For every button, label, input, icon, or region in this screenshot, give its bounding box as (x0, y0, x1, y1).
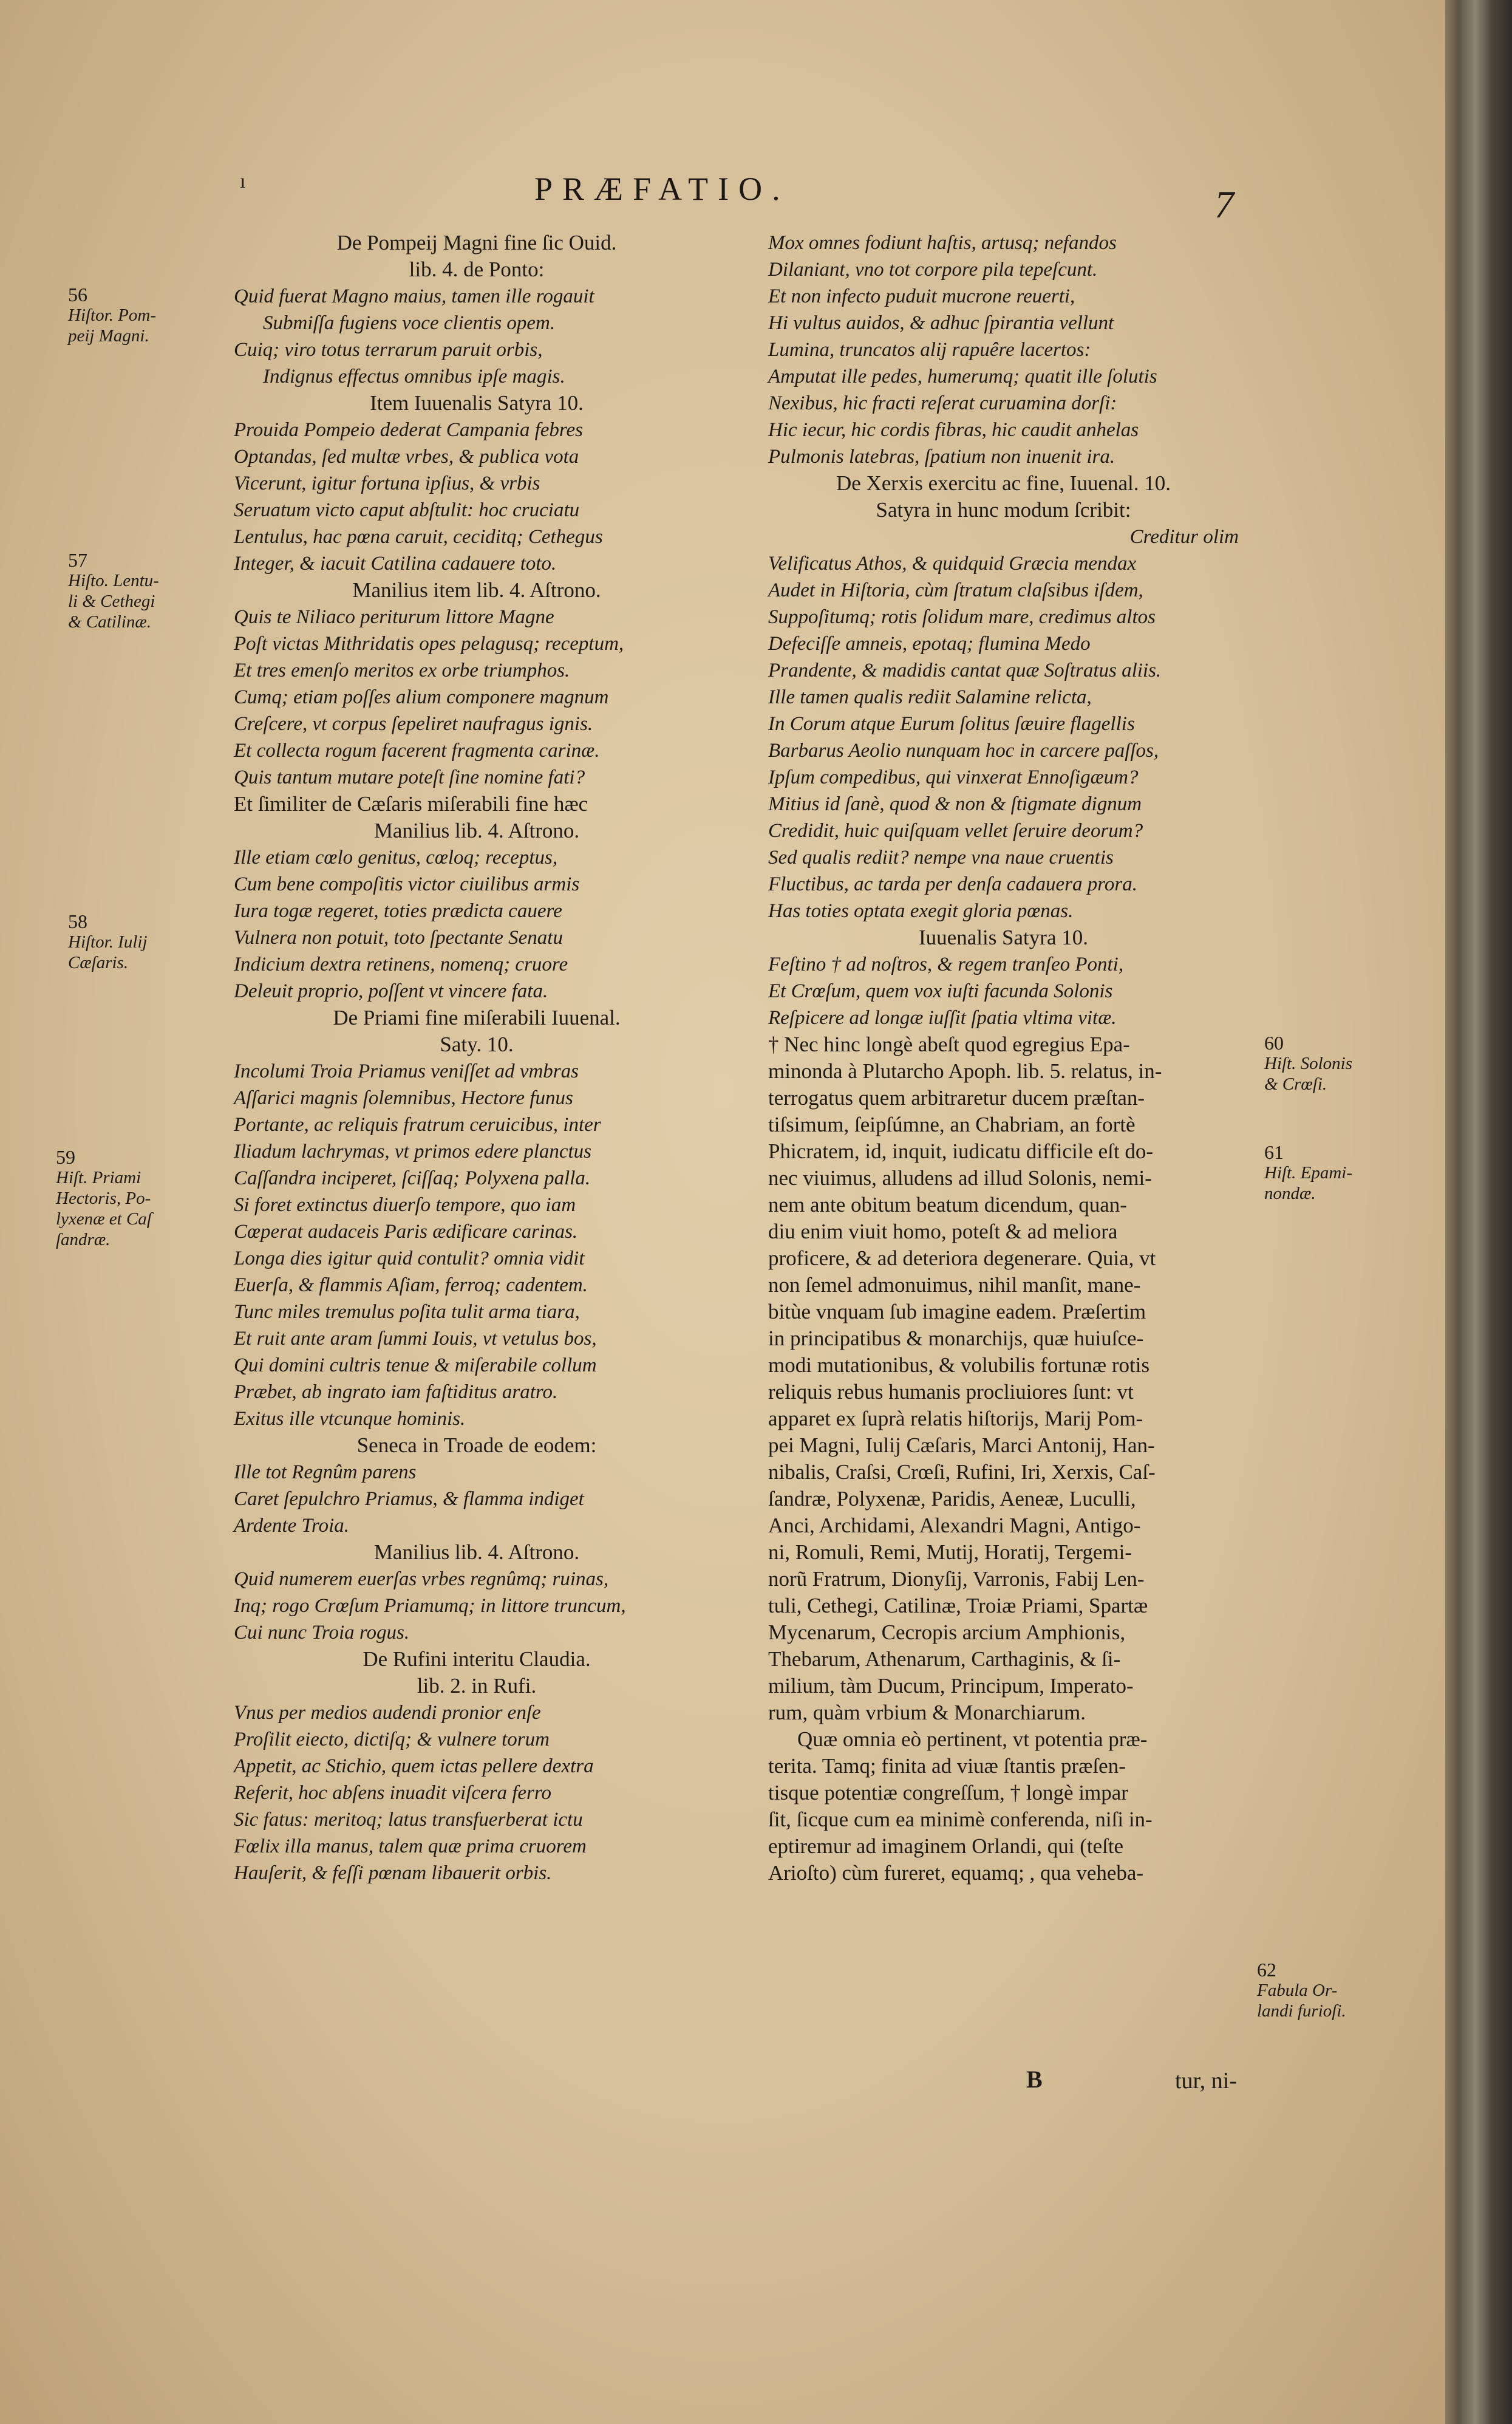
text-line: Phicratem, id, inquit, iudicatu difficile eſt do- (768, 1139, 1154, 1163)
text-line: minonda à Plutarcho Apoph. lib. 5. relatus, in- (768, 1059, 1162, 1083)
text-line: Exitus ille vtcunque hominis. (234, 1408, 466, 1430)
margin-note-text: landi furioſi. (1257, 2001, 1346, 2021)
text-line: Qui domini cultris tenue & miſerabile collum (234, 1354, 597, 1376)
margin-note-text: nondæ. (1264, 1184, 1316, 1203)
text-line: Satyra in hunc modum ſcribit: (876, 498, 1131, 522)
text-line: Seneca in Troade de eodem: (356, 1433, 597, 1457)
text-line: Iuuenalis Satyra 10. (919, 926, 1088, 949)
signature-mark: B (1026, 2066, 1043, 2093)
text-line: diu enim viuit homo, poteſt & ad meliora (768, 1220, 1118, 1243)
text-line: Lumina, truncatos alij rapuêre lacertos: (768, 339, 1091, 361)
text-line: Manilius lib. 4. Aſtrono. (373, 1540, 580, 1564)
text-line: In Corum atque Eurum ſolitus ſæuire flagellis (768, 713, 1135, 735)
left-margin-note (68, 550, 159, 632)
text-line: Quid fuerat Magno maius, tamen ille rogauit (234, 285, 594, 307)
left-margin-note (68, 911, 148, 973)
text-line: Cœperat audaceis Paris ædificare carinas. (234, 1221, 578, 1243)
text-line: Creſcere, vt corpus ſepeliret naufragus ignis. (234, 713, 593, 735)
text-line: † Nec hinc longè abeſt quod egregius Epa- (768, 1033, 1130, 1056)
margin-note-number: 62 (1257, 1959, 1276, 1981)
text-line: Credidit, huic quiſquam vellet ſeruire deorum? (768, 820, 1143, 842)
text-line: Præbet, ab ingrato iam faſtiditus aratro. (234, 1381, 558, 1403)
text-line: Suppoſitumq; rotis ſolidum mare, credimus altos (768, 606, 1156, 628)
text-line: tisque potentiæ congreſſum, † longè impar (768, 1781, 1128, 1804)
text-line: Sed qualis rediit? nempe vna naue cruentis (768, 847, 1114, 869)
text-line: Aſſarici magnis ſolemnibus, Hectore funus (234, 1087, 573, 1109)
text-line: Quis te Niliaco periturum littore Magne (234, 606, 554, 628)
text-line: Quid numerem euerſas vrbes regnûmq; ruinas, (234, 1568, 609, 1590)
right-margin-note (1257, 1959, 1346, 2021)
text-line: Thebarum, Athenarum, Carthaginis, & ſi- (768, 1647, 1121, 1671)
text-line: Ille tamen qualis rediit Salamine relicta, (768, 686, 1092, 708)
text-line: Mycenarum, Cecropis arcium Amphionis, (768, 1620, 1126, 1644)
text-line: Ille tot Regnûm parens (234, 1461, 417, 1483)
text-line: Lentulus, hac pœna caruit, ceciditq; Cethegus (234, 526, 603, 548)
text-line: Et Crœſum, quem vox iuſti facunda Solonis (768, 980, 1113, 1002)
margin-note-number: 60 (1264, 1032, 1284, 1054)
margin-note-text: Hiſto. Lentu- (68, 571, 159, 590)
left-margin-note (56, 1147, 152, 1250)
text-line: Caſſandra inciperet, ſciſſaq; Polyxena palla. (234, 1167, 591, 1189)
right-column (768, 230, 1239, 1886)
text-line: Anci, Archidami, Alexandri Magni, Antigo- (768, 1514, 1141, 1537)
margin-note-text: Cæſaris. (68, 953, 129, 972)
text-line: ni, Romuli, Remi, Mutij, Horatij, Tergemi- (768, 1540, 1132, 1564)
text-line: Iliadum lachrymas, vt primos edere planctus (234, 1141, 592, 1162)
text-line: lib. 2. in Rufi. (417, 1674, 537, 1698)
header-mark: ı (240, 170, 246, 193)
text-line: rum, quàm vrbium & Monarchiarum. (768, 1701, 1086, 1724)
text-line: Prouida Pompeio dederat Campania febres (234, 419, 583, 441)
text-line: Submiſſa fugiens voce clientis opem. (263, 312, 556, 334)
text-line: Cuiq; viro totus terrarum paruit orbis, (234, 339, 543, 361)
text-line: Manilius item lib. 4. Aſtrono. (352, 578, 601, 602)
text-line: Appetit, ac Stichio, quem ictas pellere dextra (234, 1755, 594, 1777)
text-line: nibalis, Craſsi, Crœſi, Rufini, Iri, Xerxis, Caſ- (768, 1460, 1156, 1484)
text-line: De Pompeij Magni fine ſic Ouid. (336, 231, 617, 254)
text-line: Deleuit proprio, poſſent vt vincere fata. (234, 980, 548, 1002)
text-line: Hi vultus auidos, & adhuc ſpirantia vellunt (768, 312, 1114, 334)
text-line: Indicium dextra retinens, nomenq; cruore (234, 954, 568, 975)
text-line: Proſilit eiecto, dictiſq; & vulnere torum (234, 1729, 550, 1750)
text-line: Feſtino † ad noſtros, & regem tranſeo Ponti, (768, 954, 1124, 975)
text-line: nec viuimus, alludens ad illud Solonis, nemi- (768, 1166, 1152, 1190)
page-edge-shadow (1445, 0, 1512, 2424)
text-line: Et collecta rogum facerent fragmenta carinæ. (234, 740, 600, 762)
margin-note-text: Hectoris, Po- (56, 1189, 151, 1208)
text-line: proficere, & ad deteriora degenerare. Quia, vt (768, 1246, 1156, 1270)
text-line: ſit, ſicque cum ea minimè conferenda, niſi in- (768, 1808, 1153, 1831)
text-line: Euerſa, & flammis Aſiam, ferroq; cadentem. (234, 1274, 588, 1296)
text-line: Vulnera non potuit, toto ſpectante Senatu (234, 927, 563, 949)
text-line: Vnus per medios audendi pronior enſe (234, 1702, 541, 1724)
text-line: Fluctibus, ac tarda per denſa cadauera prora. (768, 873, 1137, 895)
page-number: 7 (1214, 183, 1234, 226)
margin-note-text: lyxenæ et Caſ (56, 1209, 152, 1229)
text-line: Hauſerit, & feſſi pœnam libauerit orbis. (234, 1862, 552, 1884)
margin-note-text: Hiſtor. Pom- (68, 306, 156, 325)
margin-note-text: Hiſt. Epami- (1264, 1163, 1352, 1183)
text-line: eptiremur ad imaginem Orlandi, qui (teſte (768, 1834, 1124, 1858)
catchword: tur, ni- (1175, 2068, 1237, 2094)
text-line: bitùe vnquam ſub imagine eadem. Præſertim (768, 1300, 1146, 1323)
text-line: Et ſimiliter de Cæſaris miſerabili fine hæc (234, 792, 588, 816)
text-line: Item Iuuenalis Satyra 10. (370, 391, 584, 415)
margin-note-text: peij Magni. (68, 326, 149, 346)
text-line: Seruatum victo caput abſtulit: hoc cruciatu (234, 499, 580, 521)
text-line: Barbarus Aeolio nunquam hoc in carcere paſſos, (768, 740, 1159, 762)
text-line: milium, tàm Ducum, Principum, Imperato- (768, 1674, 1134, 1698)
text-line: Et ruit ante aram ſummi Iouis, vt vetulus bos, (234, 1328, 597, 1350)
text-line: in principatibus & monarchijs, quæ huiuſce- (768, 1326, 1144, 1350)
margin-note-text: Fabula Or- (1257, 1981, 1338, 2000)
margin-note-text: ſandræ. (56, 1230, 111, 1249)
text-line: Et non infecto puduit mucrone reuerti, (768, 285, 1075, 307)
right-margin-note (1264, 1033, 1352, 1094)
margin-note-text: Hiſt. Solonis (1264, 1054, 1353, 1073)
text-line: Quæ omnia eò pertinent, vt potentia præ- (797, 1727, 1148, 1751)
text-line: De Priami fine miſerabili Iuuenal. (333, 1006, 621, 1029)
text-line: Prandente, & madidis cantat quæ Soſtratus aliis. (768, 660, 1162, 681)
text-line: Ardente Troia. (234, 1515, 350, 1537)
text-line: Portante, ac reliquis fratrum ceruicibus, inter (234, 1114, 601, 1136)
text-line: lib. 4. de Ponto: (409, 258, 545, 281)
text-line: Ille etiam cœlo genitus, cœloq; receptus, (234, 847, 558, 869)
text-line: Quis tantum mutare poteſt ſine nomine fati? (234, 766, 585, 788)
text-line: Sic fatus: meritoq; latus transfuerberat ictu (234, 1809, 583, 1831)
text-line: Caret ſepulchro Priamus, & flamma indiget (234, 1488, 584, 1510)
text-line: Iura togæ regeret, toties prædicta cauere (234, 900, 562, 922)
text-line: Mitius id ſanè, quod & non & ſtigmate dignum (768, 793, 1142, 815)
text-line: terita. Tamq; finita ad viuæ ſtantis præſen- (768, 1754, 1126, 1778)
text-line: terrogatus quem arbitraretur ducem præſtan- (768, 1086, 1145, 1110)
text-line: Cum bene compoſitis victor ciuilibus armis (234, 873, 580, 895)
text-line: Dilaniant, vno tot corpore pila tepeſcunt. (768, 259, 1098, 281)
margin-note-number: 57 (68, 549, 87, 571)
text-line: pei Magni, Iulij Cæſaris, Marci Antonij, Han- (768, 1433, 1155, 1457)
text-line: Si foret extinctus diuerſo tempore, quo iam (234, 1194, 576, 1216)
text-line: Manilius lib. 4. Aſtrono. (373, 819, 580, 842)
text-line: Cui nunc Troia rogus. (234, 1622, 410, 1644)
text-line: Hic iecur, hic cordis fibras, hic caudit anhelas (768, 419, 1139, 441)
text-line: Poſt victas Mithridatis opes pelagusq; receptum, (234, 633, 624, 655)
margin-note-number: 56 (68, 284, 87, 306)
text-line: tuli, Cethegi, Catilinæ, Troiæ Priami, Spartæ (768, 1594, 1148, 1617)
text-line: Longa dies igitur quid contulit? omnia vidit (234, 1248, 585, 1269)
margin-note-text: & Catilinæ. (68, 612, 151, 632)
text-line: Saty. 10. (440, 1033, 514, 1056)
text-line: Cumq; etiam poſſes alium componere magnum (234, 686, 609, 708)
text-line: Incolumi Troia Priamus veniſſet ad vmbras (234, 1060, 579, 1082)
text-line: Et tres emenſo meritos ex orbe triumphos. (234, 660, 570, 681)
left-margin-note (68, 284, 156, 346)
text-line: reliquis rebus humanis procliuiores ſunt: vt (768, 1380, 1134, 1404)
text-line: apparet ex ſuprà relatis hiſtorijs, Marij Pom- (768, 1407, 1143, 1430)
text-line: Nexibus, hic fracti reſerat curuamina dorſi: (768, 392, 1117, 414)
text-line: Defeciſſe amneis, epotaq; flumina Medo (768, 633, 1091, 655)
text-line: Vicerunt, igitur fortuna ipſius, & vrbis (234, 473, 540, 494)
right-margin-note (1264, 1142, 1352, 1204)
running-title: PRÆFATIO. (534, 171, 790, 207)
margin-note-text: Hiſt. Priami (56, 1168, 141, 1187)
text-line: Has toties optata exegit gloria pœnas. (768, 900, 1074, 922)
text-line: modi mutationibus, & volubilis fortunæ rotis (768, 1353, 1150, 1377)
text-line: Optandas, ſed multæ vrbes, & publica vota (234, 446, 579, 468)
margin-note-text: Hiſtor. Iulij (68, 932, 148, 952)
text-line: De Rufini interitu Claudia. (363, 1647, 591, 1671)
text-line: nem ante obitum beatum dicendum, quan- (768, 1193, 1127, 1217)
text-line: Indignus effectus omnibus ipſe magis. (263, 366, 565, 387)
margin-note-number: 61 (1264, 1141, 1284, 1163)
text-line: norũ Fratrum, Dionyſij, Varronis, Fabij Len- (768, 1567, 1145, 1591)
left-column (234, 230, 720, 1886)
text-line: Arioſto) cùm fureret, equamq; , qua veheba- (768, 1861, 1144, 1885)
text-line: Reſpicere ad longæ iuſſit ſpatia vltima vitæ. (768, 1007, 1117, 1029)
text-line: Velificatus Athos, & quidquid Græcia mendax (768, 553, 1137, 575)
text-line: Inq; rogo Crœſum Priamumq; in littore truncum, (234, 1595, 626, 1617)
text-line: Creditur olim (1129, 526, 1239, 548)
margin-note-text: & Crœſi. (1264, 1074, 1327, 1094)
text-line: Mox omnes fodiunt haſtis, artusq; nefandos (768, 232, 1117, 254)
text-line: Referit, hoc abſens inuadit viſcera ferro (234, 1782, 552, 1804)
text-line: non ſemel admonuimus, nihil manſit, mane- (768, 1273, 1141, 1297)
text-line: ſandræ, Polyxenæ, Paridis, Aeneæ, Luculli, (768, 1487, 1136, 1511)
margin-note-number: 59 (56, 1146, 75, 1168)
text-line: Audet in Hiſtoria, cùm ſtratum claſsibus iſdem, (768, 579, 1143, 601)
text-line: tiſsimum, ſeipſúmne, an Chabriam, an fortè (768, 1113, 1136, 1136)
text-line: De Xerxis exercitu ac fine, Iuuenal. 10. (836, 471, 1171, 495)
text-line: Fœlix illa manus, talem quæ prima cruorem (234, 1835, 587, 1857)
text-line: Pulmonis latebras, ſpatium non inuenit ira. (768, 446, 1115, 468)
text-line: Integer, & iacuit Catilina cadauere toto. (234, 553, 557, 575)
margin-note-number: 58 (68, 910, 87, 932)
margin-note-text: li & Cethegi (68, 592, 155, 611)
text-line: Amputat ille pedes, humerumq; quatit ille ſolutis (768, 366, 1157, 387)
text-line: Ipſum compedibus, qui vinxerat Ennoſigæum? (768, 766, 1139, 788)
text-line: Tunc miles tremulus poſita tulit arma tiara, (234, 1301, 580, 1323)
